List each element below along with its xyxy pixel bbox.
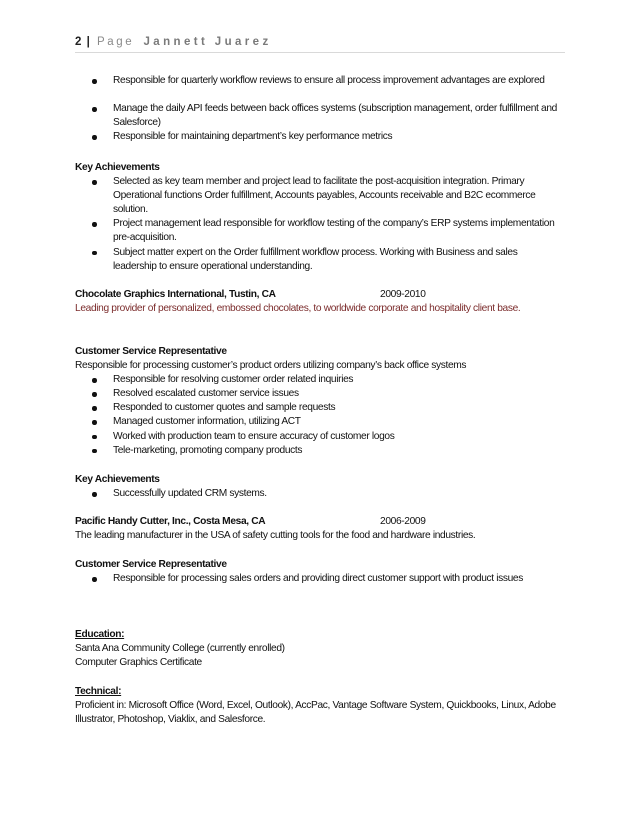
list-item: Responsible for resolving customer order related inquiries [75,373,563,387]
list-item: Successfully updated CRM systems. [75,487,563,501]
bullet-icon [92,378,97,383]
bullet-icon [92,577,97,582]
list-item: Project management lead responsible for workflow testing of the company’s ERP systems implementation pre-acquisition. [75,217,563,245]
bullet-icon [92,107,97,112]
key-achievements-section [75,161,565,274]
company-name: Pacific Handy Cutter, Inc., Costa Mesa, CA [75,516,266,527]
bullet-icon [92,251,97,256]
page-number: 2 [75,36,82,48]
bullet-icon [92,392,97,397]
job-dates: 2009-2010 [380,289,426,300]
company-name: Chocolate Graphics International, Tustin, CA [75,289,276,300]
job-chocolate-graphics [75,288,565,316]
bullet-icon [92,492,97,497]
list-item: Worked with production team to ensure accuracy of customer logos [75,430,563,444]
bullet-icon [92,79,97,84]
job-dates: 2006-2009 [380,516,426,527]
education-line: Santa Ana Community College (currently enrolled) [75,643,285,655]
section-heading: Key Achievements [75,474,160,485]
company-description: Leading provider of personalized, embossed chocolates, to worldwide corporate and hospitality client base. [75,303,521,315]
role-pacific [75,558,565,600]
role-title: Customer Service Representative [75,559,227,570]
company-description: The leading manufacturer in the USA of safety cutting tools for the food and hardware industries. [75,530,476,542]
technical-skills: Proficient in: Microsoft Office (Word, Excel, Outlook), AccPac, Vantage Software System, Quickbooks, Linux, Adobe Illustrator, Photoshop, Viaklix, and Salesforce. [75,700,556,726]
technical-section [75,685,565,727]
list-item: Subject matter expert on the Order fulfillment workflow process. Working with Business and sales leadership to ensure operational understanding. [75,246,563,274]
bullet-icon [92,420,97,425]
bullet-icon [92,180,97,185]
list-item: Manage the daily API feeds between back offices systems (subscription management, order fulfillment and Salesforce) [75,102,563,130]
key-achievements-chocolate [75,473,565,501]
list-item: Managed customer information, utilizing ACT [75,415,563,429]
list-item: Responsible for maintaining department’s key performance metrics [75,130,563,144]
list-item: Selected as key team member and project lead to facilitate the post-acquisition integration. Primary Operational functions Order fulfillment, Accounts payables, Accounts receivable and B2C ecommerce solution. [75,175,563,217]
bullet-icon [92,449,97,454]
section-heading: Education: [75,629,125,640]
role-summary: Responsible for processing customer’s product orders utilizing company’s back office systems [75,360,467,372]
bullet-icon [92,406,97,411]
page-word: Page [97,36,135,48]
header-separator: | [86,36,90,48]
education-section [75,628,565,670]
list-item: Responsible for quarterly workflow reviews to ensure all process improvement advantages are explored [75,74,563,102]
continued-responsibilities [75,74,565,144]
section-heading: Key Achievements [75,162,160,173]
bullet-icon [92,435,97,440]
education-line: Computer Graphics Certificate [75,657,202,669]
job-heading [75,288,565,302]
list-item: Responsible for processing sales orders and providing direct customer support with product issues [75,572,563,600]
list-item: Resolved escalated customer service issues [75,387,563,401]
list-item: Responded to customer quotes and sample requests [75,401,563,415]
bullet-icon [92,222,97,227]
header-name: Jannett Juarez [143,36,272,48]
role-chocolate [75,345,565,458]
job-heading [75,515,565,529]
role-title: Customer Service Representative [75,346,227,357]
page-header [75,36,565,48]
job-pacific-handy-cutter [75,515,565,543]
bullet-icon [92,135,97,140]
header-divider [75,52,565,53]
list-item: Tele-marketing, promoting company products [75,444,563,458]
section-heading: Technical: [75,686,122,697]
